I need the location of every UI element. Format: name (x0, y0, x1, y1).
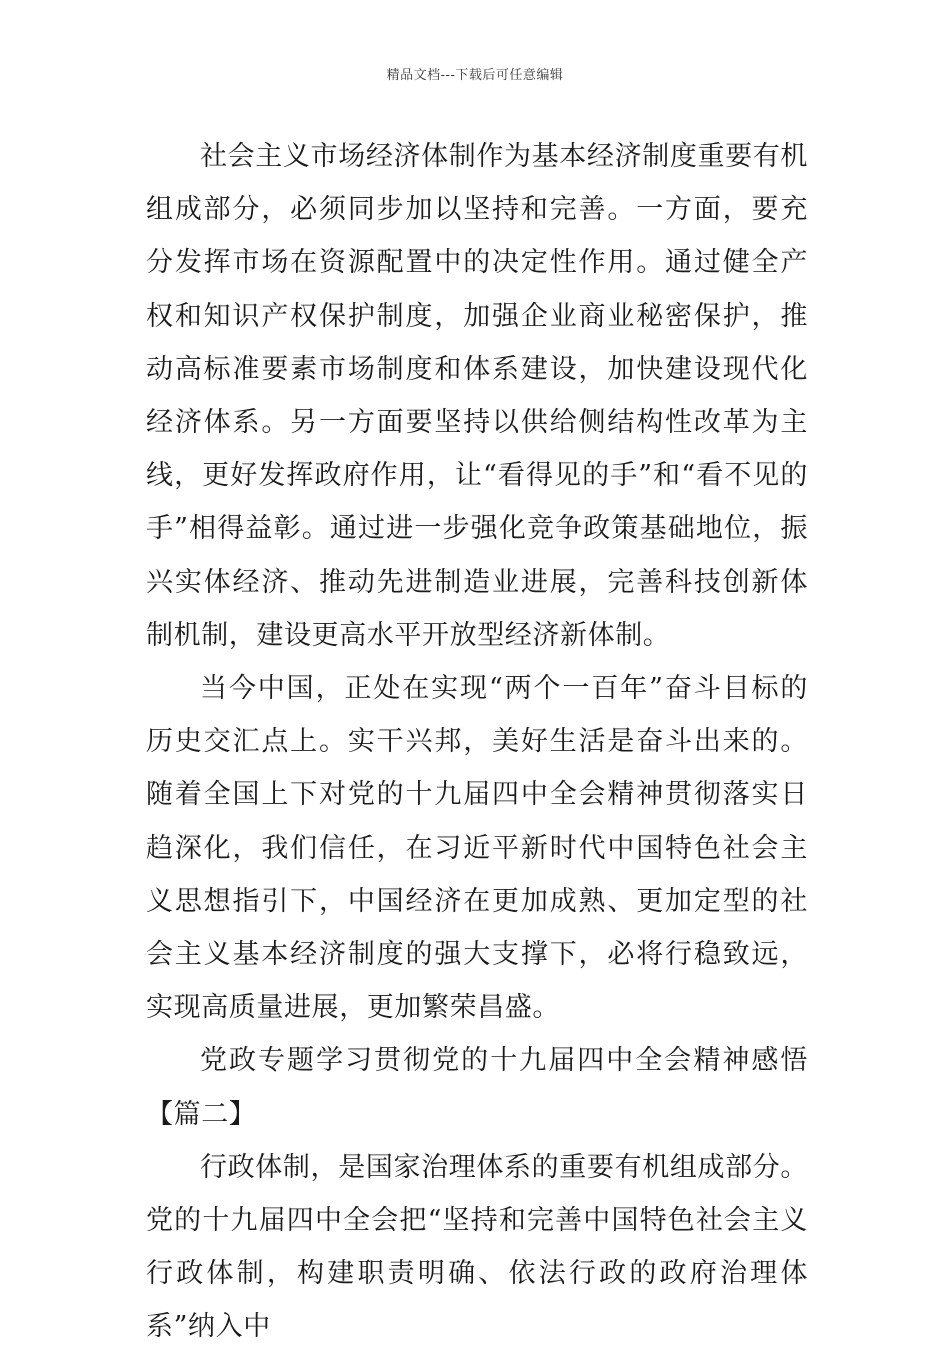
paragraph-china-today: 当今中国，正处在实现“两个一百年”奋斗目标的历史交汇点上。实干兴邦，美好生活是奋斗出来的。随着全国上下对党的十九届四中全会精神贯彻落实日趋深化，我们信任，在习近平新时代中国特色社会主义思想指引下，中国经济在更加成熟、更加定型的社会主义基本经济制度的强大支撑下，必将行稳致远，实现高质量进展，更加繁荣昌盛。 (146, 673, 808, 1024)
paragraph-market-economy: 社会主义市场经济体制作为基本经济制度重要有机组成部分，必须同步加以坚持和完善。一方面，要充分发挥市场在资源配置中的决定性作用。通过健全产权和知识产权保护制度，加强企业商业秘密保护，推动高标准要素市场制度和体系建设，加快建设现代化经济体系。另一方面要坚持以供给侧结构性改革为主线，更好发挥政府作用，让“看得见的手”和“看不见的手”相得益彰。通过进一步强化竞争政策基础地位，振兴实体经济、推动先进制造业进展，完善科技创新体制机制，建设更高水平开放型经济新体制。 (146, 141, 808, 651)
section-heading: 党政专题学习贯彻党的十九届四中全会精神感悟【篇二】 (146, 1045, 808, 1130)
page-header: 精品文档---下载后可任意编辑 (386, 68, 564, 83)
document-body (146, 130, 808, 1354)
paragraph-administrative-system: 行政体制，是国家治理体系的重要有机组成部分。党的十九届四中全会把“坚持和完善中国特色社会主义行政体制，构建职责明确、依法行政的政府治理体系”纳入中 (146, 1151, 808, 1343)
